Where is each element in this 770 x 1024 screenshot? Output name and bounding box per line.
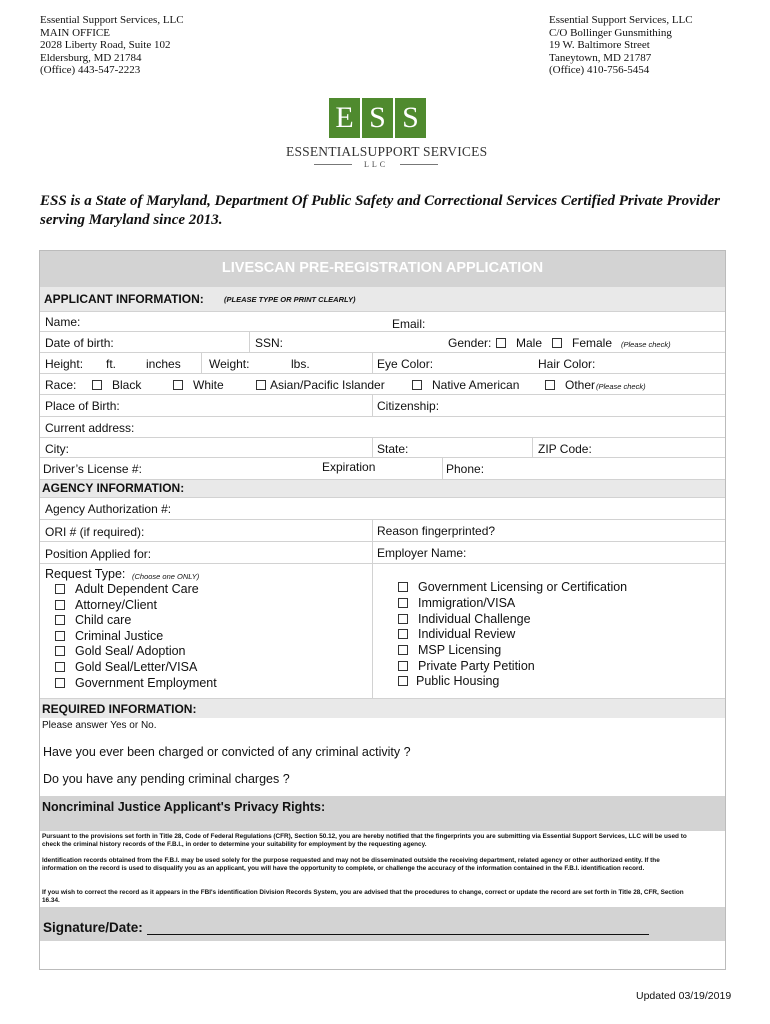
certification-tagline: ESS is a State of Maryland, Department Of Public Safety and Correctional Services Certified Private Provider serving Maryland since 2013. [40,193,720,228]
logo-rule [400,164,438,165]
question-criminal-activity: Have you ever been charged or convicted of any criminal activity ? [43,745,411,759]
white-label: White [193,378,224,392]
option-label: Government Licensing or Certification [418,580,628,594]
eye-color-label: Eye Color: [377,357,434,371]
signature-bar [40,907,725,941]
position-label: Position Applied for: [45,547,152,561]
agency-heading: AGENCY INFORMATION: [42,481,185,495]
option-label: Gold Seal/Letter/VISA [75,660,198,674]
signature-line[interactable] [147,934,649,935]
applicant-heading: APPLICANT INFORMATION: [44,292,204,306]
hair-color-label: Hair Color: [538,357,596,371]
checkbox[interactable] [55,631,65,641]
place-of-birth-label: Place of Birth: [45,399,120,413]
agency-authorization-label: Agency Authorization #: [45,502,172,516]
address-line: (Office) 410-756-5454 [549,64,650,77]
female-label: Female [572,336,613,350]
request-option-criminal-justice[interactable] [55,629,163,643]
ft-label: ft. [106,357,117,371]
logo-llc: LLC [363,160,389,169]
checkbox[interactable] [398,645,408,655]
current-address-label: Current address: [45,421,135,435]
other-label: Other [565,378,596,392]
authorization-row [40,498,725,520]
request-type-row [40,564,725,699]
request-type-label: Request Type: [45,567,126,581]
cell-divider [372,438,373,457]
name-row [40,312,725,332]
dob-row [40,332,725,353]
privacy-paragraph: Pursuant to the provisions set forth in Title 28, Code of Federal Regulations (CFR), Section 50.12, you are hereby notified that the fingerprints you are submitting via Essential Support Services, LLC will be used to check the criminal history records of the F.B.I., in order to determine your suitability for employment by the requesting agency. [42,833,687,849]
gender-label: Gender: [448,336,492,350]
zip-label: ZIP Code: [538,442,592,456]
option-label: Public Housing [416,674,500,688]
privacy-text [40,831,725,907]
logo-company-name: ESSENTIALSUPPORT SERVICES [286,144,488,159]
privacy-paragraph: Identification records obtained from the F.B.I. may be used solely for the purpose requested and may not be disseminated outside the receiving department, related agency or other authorized entity. If the information on the record is used to disqualify you as an applicant, you will have the opportunity to complete, or challenge the accuracy of the information contained in the F.B.I. identification record. [42,857,660,873]
request-option-immigration-visa[interactable] [398,596,515,610]
checkbox-white[interactable] [173,380,183,390]
checkbox[interactable] [55,584,65,594]
cell-divider [249,332,250,352]
cell-divider [372,353,373,373]
option-label: Private Party Petition [418,659,535,673]
request-option-attorney-client[interactable] [55,598,157,612]
citizenship-label: Citizenship: [377,399,440,413]
option-label: Attorney/Client [75,598,157,612]
cell-divider [372,520,373,541]
request-option-individual-challenge[interactable] [398,612,531,626]
signature-label: Signature/Date: [43,920,143,935]
option-label: Individual Challenge [418,612,531,626]
name-label: Name: [45,315,81,329]
phone-label: Phone: [446,462,485,476]
checkbox[interactable] [398,598,408,608]
logo-letter: E [329,98,360,138]
logo-letter: S [395,98,426,138]
reason-fingerprinted-label: Reason fingerprinted? [377,524,496,538]
cell-divider [532,438,533,457]
weight-label: Weight: [209,357,250,371]
lbs-label: lbs. [291,357,310,371]
privacy-paragraph: If you wish to correct the record as it appears in the FBI's identification Division Records System, you are advised that the procedures to change, correct or update the record are set forth in Title 28, CFR, Section 16.34. [42,889,684,905]
request-option-msp-licensing[interactable] [398,643,501,657]
request-option-gold-seal-adoption[interactable] [55,644,186,658]
address-row [40,417,725,438]
form-title-bar [40,251,725,287]
secondary-office-address [549,14,693,77]
choose-one-note: (Choose one ONLY) [132,572,200,581]
privacy-section-header [40,796,725,831]
form-title: LIVESCAN PRE-REGISTRATION APPLICATION [221,260,544,276]
race-black-option[interactable] [92,378,141,392]
state-label: State: [377,442,409,456]
gender-male-option[interactable] [496,336,542,350]
required-questions [40,718,725,796]
gender-please-check: (Please check) [621,340,671,349]
checkbox[interactable] [398,614,408,624]
question-pending-charges: Do you have any pending criminal charges ? [43,772,290,786]
address-line: (Office) 443-547-2223 [40,64,141,77]
male-label: Male [516,336,543,350]
option-label: Government Employment [75,676,217,690]
black-label: Black [112,378,142,392]
checkbox[interactable] [55,646,65,656]
cell-divider [442,458,443,479]
native-label: Native American [432,378,520,392]
gender-female-option[interactable] [552,336,612,350]
address-line: 2028 Liberty Road, Suite 102 [40,39,171,52]
checkbox-female[interactable] [552,338,562,348]
ori-row [40,520,725,542]
physical-row [40,353,725,374]
checkbox[interactable] [398,676,408,686]
agency-section-header [40,480,725,498]
main-office-address [40,14,184,77]
request-option-government-employment[interactable] [55,676,217,690]
checkbox[interactable] [55,615,65,625]
race-row [40,374,725,395]
option-label: Criminal Justice [75,629,164,643]
option-label: Immigration/VISA [418,596,516,610]
race-native-option[interactable] [412,378,519,392]
answer-note: Please answer Yes or No. [42,720,157,731]
option-label: Individual Review [418,627,516,641]
checkbox-asian[interactable] [256,380,266,390]
race-please-check: (Please check) [596,382,646,391]
livescan-form [39,250,726,970]
license-row [40,458,725,480]
logo-letter: S [362,98,393,138]
address-line: Essential Support Services, LLC [40,14,184,26]
applicant-section-header [40,287,725,312]
required-heading: REQUIRED INFORMATION: [42,702,197,716]
required-section-header [40,699,725,718]
city-row [40,438,725,458]
race-asian-option[interactable] [256,378,385,392]
privacy-heading: Noncriminal Justice Applicant's Privacy Rights: [42,800,326,814]
city-label: City: [45,442,69,456]
checkbox[interactable] [55,662,65,672]
checkbox[interactable] [398,661,408,671]
address-line: Taneytown, MD 21787 [549,51,652,64]
request-option-individual-review[interactable] [398,627,515,641]
option-label: Child care [75,613,132,627]
email-label: Email: [392,317,426,331]
cell-divider [201,353,202,373]
checkbox-black[interactable] [92,380,102,390]
address-line: Essential Support Services, LLC [549,14,693,26]
option-label: Adult Dependent Care [75,582,199,596]
address-line: 19 W. Baltimore Street [549,39,650,52]
address-line: C/O Bollinger Gunsmithing [549,26,672,39]
inches-label: inches [146,357,181,371]
applicant-heading-note: (PLEASE TYPE OR PRINT CLEARLY) [224,295,356,304]
request-option-gold-seal-letter-visa[interactable] [55,660,197,674]
option-label: MSP Licensing [418,643,502,657]
checkbox[interactable] [398,629,408,639]
ess-logo [286,98,488,174]
checkbox[interactable] [55,678,65,688]
cell-divider [372,542,373,563]
address-line: Eldersburg, MD 21784 [40,51,142,64]
checkbox-other[interactable] [545,380,555,390]
request-option-government-licensing[interactable] [398,580,627,594]
checkbox[interactable] [398,582,408,592]
logo-tiles [329,98,427,138]
employer-name-label: Employer Name: [377,546,467,560]
checkbox-male[interactable] [496,338,506,348]
checkbox[interactable] [55,600,65,610]
height-label: Height: [45,357,84,371]
drivers-license-label: Driver’s License #: [43,462,142,476]
cell-divider [372,564,373,698]
birth-row [40,395,725,417]
race-other-option[interactable] [545,378,595,392]
ssn-label: SSN: [255,336,284,350]
asian-label: Asian/Pacific Islander [270,378,385,392]
updated-date: Updated 03/19/2019 [636,990,732,1002]
request-option-adult-dependent-care[interactable] [55,582,199,596]
option-label: Gold Seal/ Adoption [75,644,186,658]
cell-divider [372,395,373,416]
address-line: MAIN OFFICE [40,26,110,39]
race-label: Race: [45,378,77,392]
checkbox-native[interactable] [412,380,422,390]
request-option-child-care[interactable] [55,613,131,627]
race-white-option[interactable] [173,378,224,392]
dob-label: Date of birth: [45,336,114,350]
ori-label: ORI # (if required): [45,525,145,539]
expiration-label: Expiration [322,460,376,474]
request-option-public-housing[interactable] [398,674,499,688]
position-row [40,542,725,564]
request-option-private-party-petition[interactable] [398,659,535,673]
